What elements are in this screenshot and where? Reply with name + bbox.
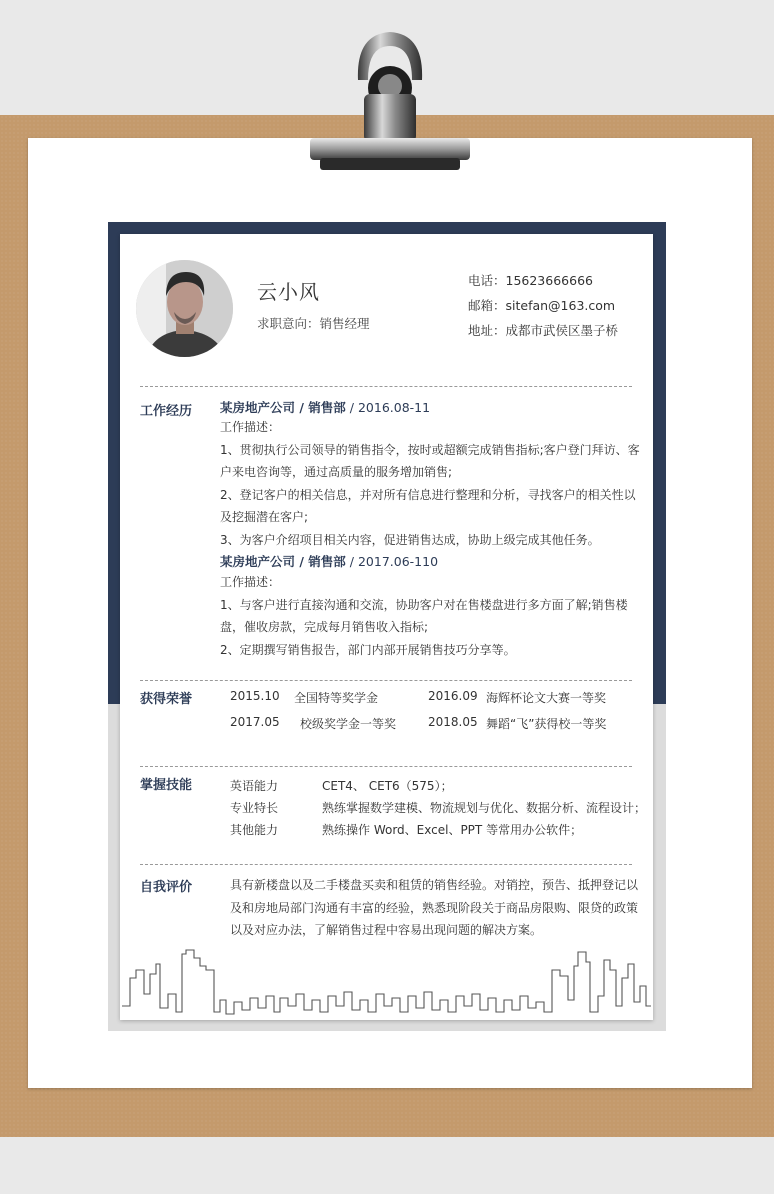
- desc-line: 1、与客户进行直接沟通和交流，协助客户对在售楼盘进行多方面了解;销售楼盘，催收房款，完成每月销售收入指标;: [220, 597, 628, 634]
- job-company: 某房地产公司: [220, 400, 296, 415]
- divider: [140, 766, 632, 767]
- skill-label: 英语能力: [230, 779, 279, 793]
- job-dept: 销售部: [308, 554, 346, 569]
- section-title-skills: 掌握技能: [140, 778, 193, 793]
- job-dept: 销售部: [308, 400, 346, 415]
- divider: [140, 386, 632, 387]
- job-description-2: [220, 571, 640, 661]
- desc-line: 2、定期撰写销售报告，部门内部开展销售技巧分享等。: [220, 642, 516, 657]
- desc-line: 2、登记客户的相关信息，并对所有信息进行整理和分析，寻找客户的相关性以及挖掘潜在客户;: [220, 487, 636, 524]
- section-title-self: 自我评价: [140, 880, 193, 895]
- desc-line: 3、为客户介绍项目相关内容，促进销售达成，协助上级完成其他任务。: [220, 532, 600, 547]
- job-date: / 2016.08-11: [345, 400, 431, 415]
- avatar: [136, 260, 233, 357]
- job-company: 某房地产公司: [220, 554, 296, 569]
- skill-value: 熟练操作 Word、Excel、PPT 等常用办公软件；: [322, 823, 583, 837]
- job-sep: /: [295, 400, 309, 415]
- divider: [140, 680, 632, 681]
- desc-label: 工作描述：: [220, 575, 281, 589]
- honor-name: 海辉杯论文大赛一等奖: [486, 691, 607, 705]
- honor-date: 2015.10: [230, 689, 280, 703]
- divider: [140, 864, 632, 865]
- job-date: / 2017.06-110: [345, 554, 439, 569]
- email: 邮箱：sitefan@163.com: [468, 298, 616, 313]
- resume-sheet: [120, 234, 653, 1020]
- job-intent: 求职意向：销售经理: [257, 316, 370, 331]
- honor-date: 2016.09: [428, 689, 478, 703]
- desc-line: 1、贯彻执行公司领导的销售指令，按时或超额完成销售指标;客户登门拜访、客户来电咨询等，通过高质量的服务增加销售;: [220, 442, 640, 479]
- phone: 电话：15623666666: [468, 273, 593, 288]
- honor-name: 全国特等奖学金: [294, 691, 379, 705]
- skill-value: 熟练掌握数学建模、物流规划与优化、数据分析、流程设计；: [322, 801, 647, 815]
- self-evaluation-text: 具有新楼盘以及二手楼盘买卖和租赁的销售经验。对销控，预告、抵押登记以及和房地局部门沟通有丰富的经验，熟悉现阶段关于商品房限购、限贷的政策以及对应办法，了解销售过程中容易出现问题的解决方案。: [230, 878, 639, 937]
- honor-name: 校级奖学金一等奖: [300, 717, 397, 731]
- job-heading-1: [220, 398, 430, 416]
- skill-label: 其他能力: [230, 823, 279, 837]
- job-heading-2: [220, 552, 438, 570]
- skill-label: 专业特长: [230, 801, 279, 815]
- city-skyline-icon: [120, 940, 653, 1020]
- address: 地址：成都市武侯区墨子桥: [468, 323, 619, 338]
- skill-value: CET4、 CET6（575）；: [322, 779, 453, 793]
- honor-name: 舞蹈“飞”获得校一等奖: [486, 717, 607, 731]
- section-title-work: 工作经历: [140, 404, 193, 419]
- job-description-1: [220, 416, 640, 551]
- section-title-honors: 获得荣誉: [140, 692, 193, 707]
- desc-label: 工作描述：: [220, 420, 281, 434]
- job-sep: /: [295, 554, 309, 569]
- binder-clip-icon: [306, 20, 474, 180]
- honor-date: 2017.05: [230, 715, 280, 729]
- avatar-photo: [136, 260, 233, 357]
- candidate-name: 云小风: [257, 280, 320, 304]
- honor-date: 2018.05: [428, 715, 478, 729]
